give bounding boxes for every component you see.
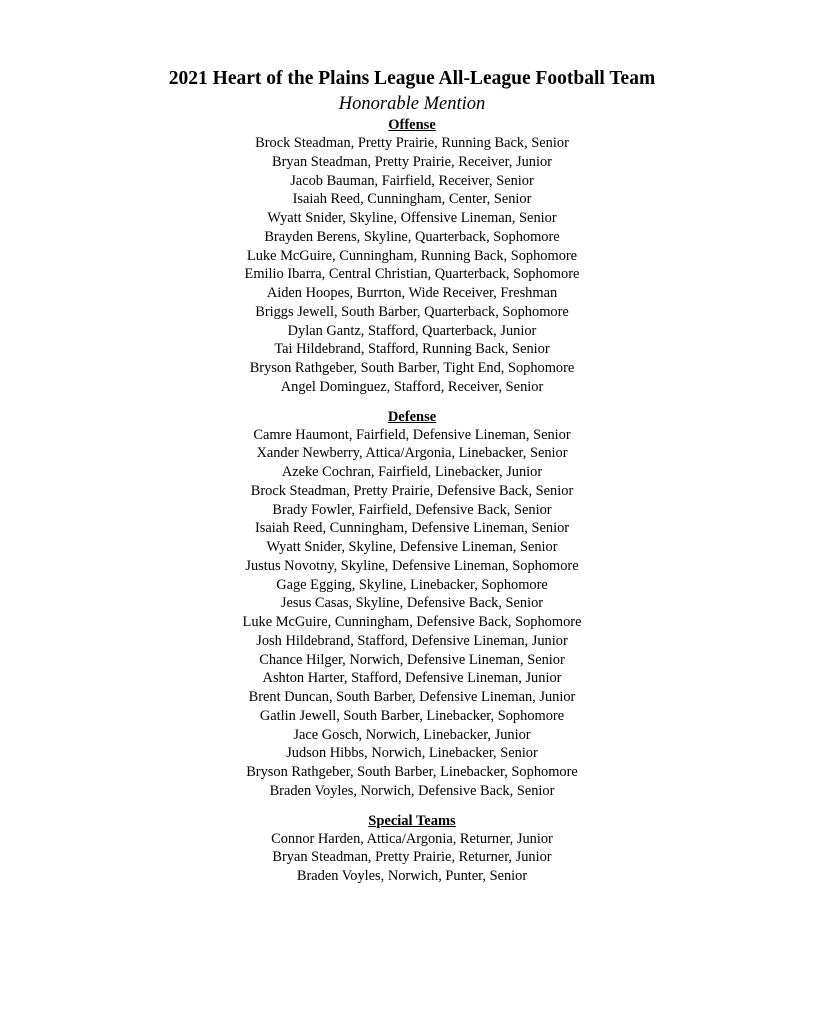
section-offense — [0, 116, 830, 397]
list-item: Camre Haumont, Fairfield, Defensive Lineman, Senior — [253, 426, 571, 443]
section-heading-special-teams: Special Teams — [368, 812, 456, 829]
list-item: Xander Newberry, Attica/Argonia, Linebacker, Senior — [256, 445, 568, 462]
list-item: Brayden Berens, Skyline, Quarterback, Sophomore — [264, 228, 560, 245]
list-item: Chance Hilger, Norwich, Defensive Lineman, Senior — [259, 651, 565, 668]
section-heading-defense: Defense — [387, 408, 437, 425]
list-item: Angel Dominguez, Stafford, Receiver, Senior — [280, 378, 544, 395]
list-item: Aiden Hoopes, Burrton, Wide Receiver, Freshman — [266, 285, 558, 301]
list-item: Isaiah Reed, Cunningham, Center, Senior — [292, 191, 532, 208]
list-item: Gatlin Jewell, South Barber, Linebacker, Sophomore — [259, 707, 565, 724]
list-item: Bryan Steadman, Pretty Prairie, Receiver, Junior — [272, 153, 552, 170]
list-item: Emilio Ibarra, Central Christian, Quarterback, Sophomore — [244, 266, 580, 283]
list-item: Wyatt Snider, Skyline, Defensive Lineman, Senior — [266, 539, 558, 555]
section-special-teams — [0, 812, 830, 886]
offense-list — [0, 134, 830, 397]
list-item: Braden Voyles, Norwich, Defensive Back, Senior — [269, 782, 555, 799]
section-heading-offense: Offense — [388, 117, 436, 133]
list-item: Brady Fowler, Fairfield, Defensive Back, Senior — [272, 501, 552, 518]
list-item: Jace Gosch, Norwich, Linebacker, Junior — [293, 726, 531, 743]
list-item: Ashton Harter, Stafford, Defensive Lineman, Junior — [262, 670, 562, 687]
document-title: 2021 Heart of the Plains League All-League Football Team — [168, 68, 656, 89]
list-item: Briggs Jewell, South Barber, Quarterback, Sophomore — [255, 303, 569, 320]
list-item: Dylan Gantz, Stafford, Quarterback, Junior — [287, 322, 537, 339]
defense-list — [0, 426, 830, 801]
list-item: Brent Duncan, South Barber, Defensive Lineman, Junior — [248, 689, 576, 705]
section-defense — [0, 408, 830, 801]
list-item: Brock Steadman, Pretty Prairie, Defensive Back, Senior — [250, 482, 574, 499]
list-item: Connor Harden, Attica/Argonia, Returner, Junior — [271, 830, 553, 847]
list-item: Josh Hildebrand, Stafford, Defensive Lineman, Junior — [256, 632, 568, 649]
list-item: Luke McGuire, Cunningham, Running Back, Sophomore — [246, 247, 578, 264]
list-item: Bryson Rathgeber, South Barber, Tight End, Sophomore — [249, 360, 575, 376]
list-item: Bryan Steadman, Pretty Prairie, Returner, Junior — [272, 849, 552, 866]
list-item: Luke McGuire, Cunningham, Defensive Back, Sophomore — [242, 614, 582, 630]
document-page — [0, 66, 830, 886]
list-item: Bryson Rathgeber, South Barber, Linebacker, Sophomore — [246, 764, 578, 780]
list-item: Jacob Bauman, Fairfield, Receiver, Senior — [290, 172, 534, 189]
list-item: Judson Hibbs, Norwich, Linebacker, Senior — [286, 745, 538, 762]
special-teams-list — [0, 830, 830, 886]
list-item: Wyatt Snider, Skyline, Offensive Lineman, Senior — [267, 210, 557, 226]
list-item: Gage Egging, Skyline, Linebacker, Sophomore — [276, 576, 548, 593]
list-item: Braden Voyles, Norwich, Punter, Senior — [296, 868, 528, 884]
list-item: Tai Hildebrand, Stafford, Running Back, Senior — [274, 341, 550, 358]
list-item: Jesus Casas, Skyline, Defensive Back, Senior — [280, 595, 544, 612]
list-item: Isaiah Reed, Cunningham, Defensive Lineman, Senior — [254, 520, 570, 537]
document-subtitle: Honorable Mention — [338, 94, 486, 114]
list-item: Justus Novotny, Skyline, Defensive Lineman, Sophomore — [245, 557, 579, 574]
list-item: Azeke Cochran, Fairfield, Linebacker, Junior — [281, 464, 543, 480]
list-item: Brock Steadman, Pretty Prairie, Running Back, Senior — [255, 135, 569, 151]
